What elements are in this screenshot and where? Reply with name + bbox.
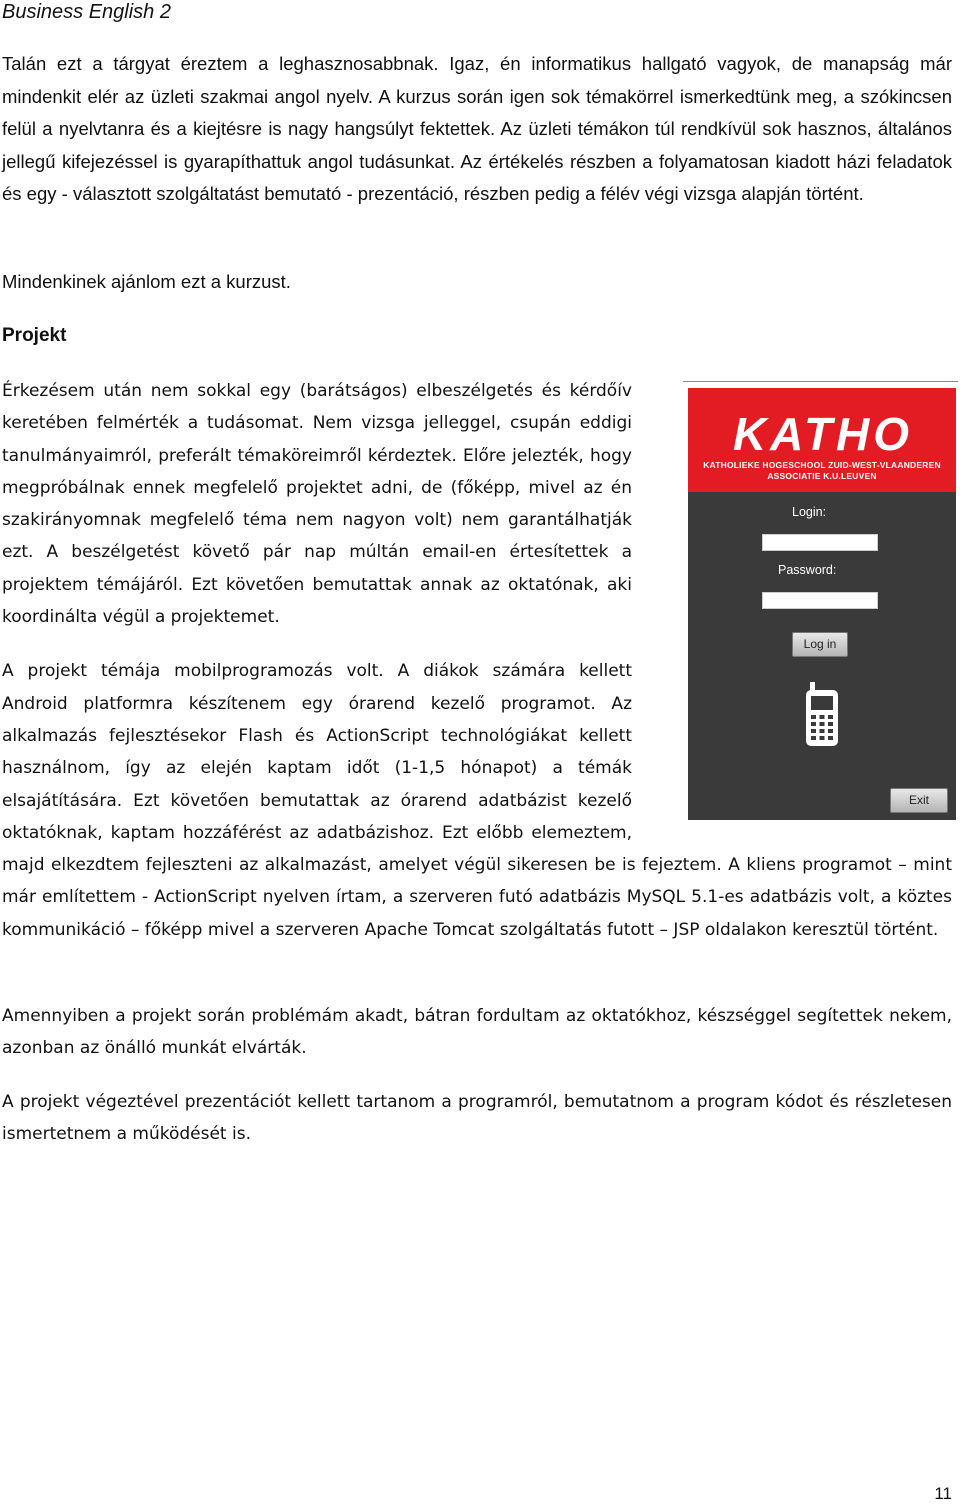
login-input[interactable] bbox=[762, 534, 878, 551]
running-header: Business English 2 bbox=[2, 1, 171, 23]
login-button[interactable]: Log in bbox=[792, 632, 848, 657]
projekt-paragraph-1-text: Érkezésem után nem sokkal egy (barátságos) elbeszélgetés és kérdőív keretében felmérték a tudásomat. Nem vizsga jelleggel, csupán eddigi tanulmányaimról, preferált témaköreimről kérdeztek. Előre jelezték, hogy megpróbálnak ennek megfelelő projektet adni, de (főképp, mivel az én szakirányomnak megfelelő téma nem nagyon volt) nem garantálhatják ezt. A beszélgetést követő pár nap múltán email-en értesítettek a projektem témájáról. Ezt követően bemutattak annak az oktatónak, aki koordinálta végül a projektemet. bbox=[2, 381, 632, 628]
app-subtitle-line-2: ASSOCIATIE K.U.LEUVEN bbox=[767, 471, 877, 481]
section-heading-projekt: Projekt bbox=[2, 325, 67, 346]
projekt-paragraph-4: A projekt végeztével prezentációt kellett tartanom a programról, bemutatnom a program kódot és részletesen ismertetnem a működését is. bbox=[2, 1092, 952, 1145]
intro-paragraph: Talán ezt a tárgyat éreztem a leghasznosabbnak. Igaz, én informatikus hallgató vagyok, de manapság már mindenkit elér az üzleti szakmai angol nyelv. A kurzus során igen sok témakörrel ismerkedtünk meg, a szókincsen felül a nyelvtanra és a kiejtésre is nagy hangsúlyt fektettek. Az üzleti témákon túl rendkívül sok hasznos, általános jellegű kifejezéssel is gyarapíthattuk angol tudásunkat. Az értékelés részben a folyamatosan kiadott házi feladatok és egy - választott szolgáltatást bemutató - prezentáció, részben pedig a félév végi vizsga alapján történt. bbox=[2, 53, 952, 204]
mobile-phone-icon bbox=[802, 682, 842, 748]
image-frame-line bbox=[683, 381, 958, 382]
password-label: Password: bbox=[778, 563, 837, 577]
exit-button[interactable]: Exit bbox=[890, 788, 948, 813]
katho-logo bbox=[694, 410, 952, 462]
app-screenshot bbox=[688, 388, 956, 820]
projekt-paragraph-3: Amennyiben a projekt során problémám akadt, bátran fordultam az oktatókhoz, készséggel segítettek nekem, azonban az önálló munkát elvárták. bbox=[2, 1006, 952, 1059]
projekt-paragraph-2-text: A projekt témája mobilprogramozás volt. A diákok számára kellett Android platformra készítenem egy órarend kezelő programot. Az alkalmazás fejlesztésekor Flash és ActionScript technológiákat kellett használnom, így az elején kaptam időt (1-1,5 hónapot) a témák elsajátítására. Ezt követően bemutattak az órarend adatbázist kezelő oktatóknak, kaptam hozzáférést az adatbázishoz. Ezt előbb elemeztem, majd elkezdtem fejleszteni az alkalmazást, amelyet végül sikeresen be is fejeztem. A kliens programot – mint már említettem - ActionScript nyelven írtam, a szerveren futó adatbázis MySQL 5.1-es adatbázis volt, a köztes kommunikáció – főképp mivel a szerveren Apache Tomcat szolgáltatás futott – JSP oldalakon keresztül történt. bbox=[2, 661, 952, 940]
app-header-banner bbox=[688, 388, 956, 492]
login-label: Login: bbox=[792, 505, 827, 519]
app-subtitle-line-1: KATHOLIEKE HOGESCHOOL ZUID-WEST-VLAANDEREN bbox=[703, 460, 941, 470]
recommendation-paragraph: Mindenkinek ajánlom ezt a kurzust. bbox=[2, 271, 291, 292]
page-number: 11 bbox=[934, 1484, 952, 1503]
app-subtitle bbox=[688, 460, 956, 482]
svg-text:KATHO: KATHO bbox=[732, 410, 914, 460]
password-input[interactable] bbox=[762, 592, 878, 609]
